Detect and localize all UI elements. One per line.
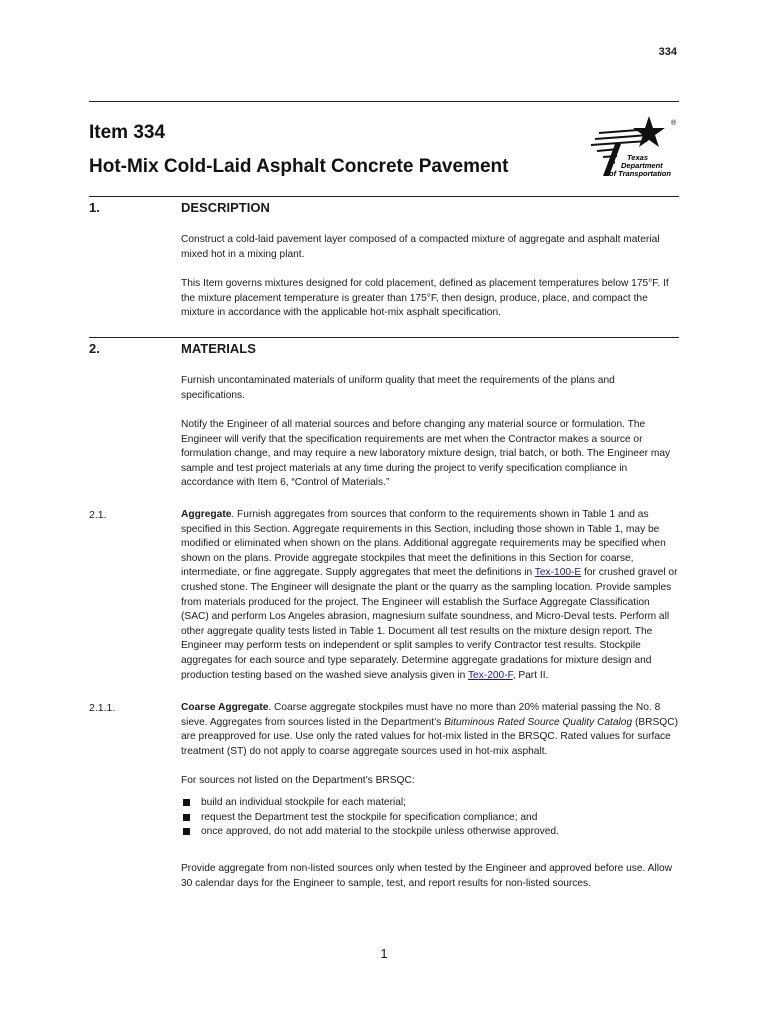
section-number: 2. [89, 341, 100, 356]
description-paragraph-2: This Item governs mixtures designed for cold placement, defined as placement temperatures below 175°F. If the mixture placement temperature is greater than 175°F, then design, produce, place, and compact the mixture in accordance with the applicable hot-mix asphalt specification. [181, 278, 669, 319]
coarse-aggregate-paragraph [181, 701, 679, 759]
subsection-number-2-1-1: 2.1.1. [89, 702, 116, 714]
list-item: request the Department test the stockpile for specification compliance; and [181, 811, 679, 826]
tex-100-e-link[interactable]: Tex-100-E [534, 567, 582, 579]
page-footer-number: 1 [380, 946, 388, 961]
coarse-text-a: . Coarse aggregate stockpiles must have no more than 20% material passing the No. 8 sieve. Aggregates from sources listed in the Department’s [181, 702, 661, 728]
logo-text-texas: Texas [627, 153, 648, 162]
txdot-logo [587, 114, 681, 182]
aggregate-text-b: for crushed gravel or crushed stone. The Engineer will designate the plant or the quarry as the sampling location. Provide samples from materials produced for the project. The Engineer will establish the Surface Aggregate Classification (SAC) and perform Los Angeles abrasion, magnesium sulfate soundness, and Micro-Deval tests. Perform all other aggregate quality tests listed in Table 1. Document all test results on the mixture design report. The Engineer may perform tests on independent or split samples to verify Contractor test results. Stockpile aggregates for each source and type separately. Determine aggregate gradations for mixture design and production testing based on the washed sieve analysis given in [181, 567, 678, 681]
list-item: once approved, do not add material to the stockpile unless otherwise approved. [181, 825, 679, 840]
requirements-bullet-list [181, 796, 679, 840]
section-rule-2 [89, 337, 679, 338]
logo-text-department: Department [621, 161, 663, 170]
aggregate-paragraph [181, 508, 679, 683]
registered-mark: ® [671, 120, 677, 127]
aggregate-lead: Aggregate [181, 509, 232, 520]
coarse-text-b: (BRSQC) are preapproved for use. Use only the rated values for hot-mix listed in the BRSQC. Rated values for surface treatment (ST) do not apply to coarse aggregate sources used in hot-mix asphalt. [181, 716, 678, 757]
item-subtitle: Hot-Mix Cold-Laid Asphalt Concrete Pavement [89, 156, 509, 177]
section-rule-1 [89, 196, 679, 197]
section-number: 1. [89, 200, 100, 215]
brsqc-title: Bituminous Rated Source Quality Catalog [444, 716, 633, 728]
coarse-aggregate-lead: Coarse Aggregate [181, 702, 269, 713]
logo-text-transportation: of Transportation [609, 169, 671, 178]
closing-paragraph: Provide aggregate from non-listed sources only when tested by the Engineer and approved before use. Allow 30 calendar days for the Engineer to sample, test, and report results for non-listed sources. [181, 863, 672, 889]
subsection-number-2-1: 2.1. [89, 509, 107, 521]
non-listed-sources-intro: For sources not listed on the Department’s BRSQC: [181, 775, 415, 786]
description-paragraph-1: Construct a cold-laid pavement layer composed of a compacted mixture of aggregate and asphalt material mixed hot in a mixing plant. [181, 234, 660, 260]
aggregate-text-a: . Furnish aggregates from sources that conform to the requirements shown in Table 1 and as specified in this Section. Aggregate requirements in this Section, including those shown in Table 1, may be modified or eliminated when shown on the plans. Additional aggregate requirements may be specified when shown on the plans. Provide aggregate stockpiles that meet the definitions in this Section for coarse, intermediate, or fine aggregate. Supply aggregates that meet the definitions in [181, 509, 666, 579]
header-rule [89, 101, 679, 102]
item-title: Item 334 [89, 122, 166, 143]
tex-200-f-link[interactable]: Tex-200-F [467, 669, 513, 681]
section-title-description: DESCRIPTION [181, 200, 270, 215]
page-header-number: 334 [658, 46, 677, 58]
list-item: build an individual stockpile for each material; [181, 796, 679, 811]
section-title-materials: MATERIALS [181, 341, 256, 356]
materials-paragraph-1: Furnish uncontaminated materials of uniform quality that meet the requirements of the plans and specifications. [181, 375, 615, 401]
aggregate-text-c: , Part II. [512, 669, 549, 681]
materials-paragraph-2: Notify the Engineer of all material sources and before changing any material source or formulation. The Engineer will verify that the specification requirements are met when the Contractor makes a source or formulation change, and may require a new laboratory mixture design, trial batch, or both. The Engineer may sample and test project materials at any time during the project to verify specification compliance in accordance with Item 6, “Control of Materials.” [181, 419, 671, 489]
